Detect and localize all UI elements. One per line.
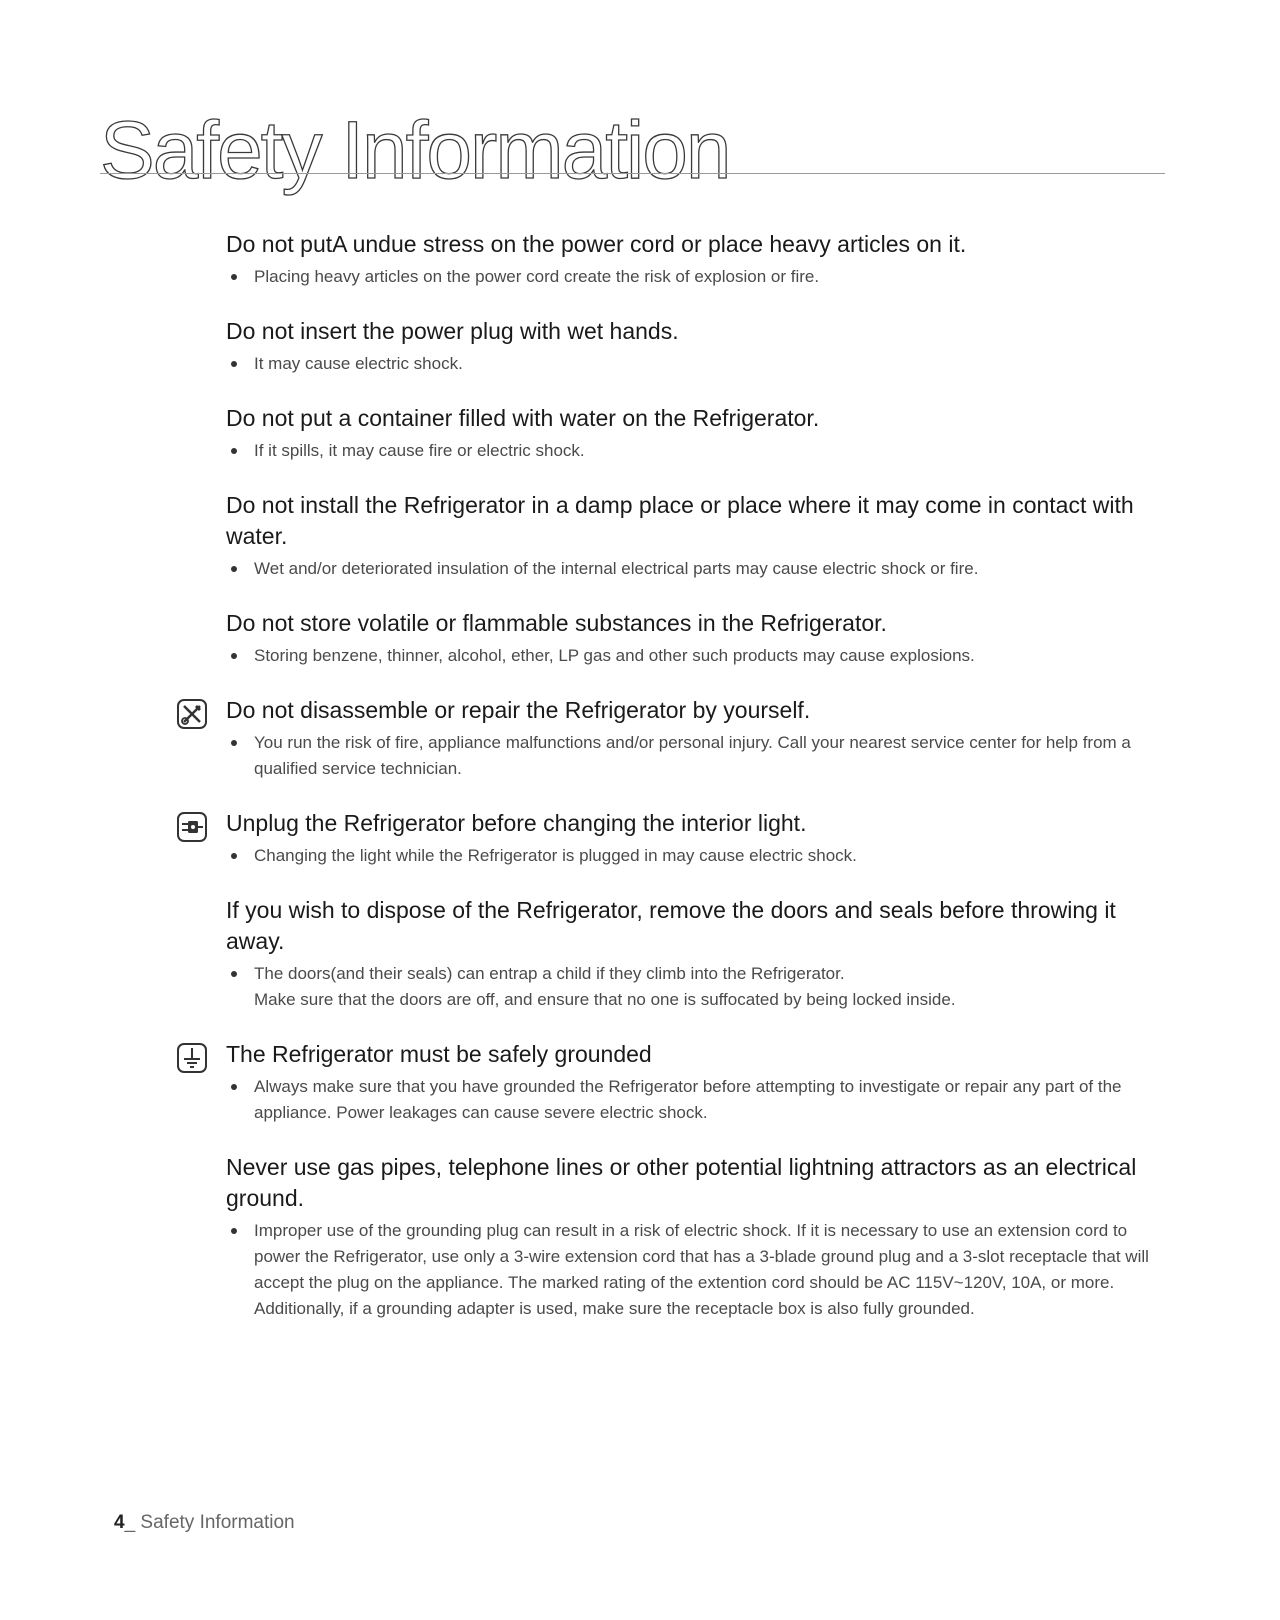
bullet-item: It may cause electric shock. — [226, 351, 1166, 377]
section-heading: Do not insert the power plug with wet hands. — [226, 318, 679, 344]
bullet-item: You run the risk of fire, appliance malfunctions and/or personal injury. Call your nearest service center for help from a qualified service technician. — [226, 730, 1166, 782]
section-heading: If you wish to dispose of the Refrigerator, remove the doors and seals before throwing it away. — [226, 897, 1116, 954]
bullet-line: Make sure that the doors are off, and ensure that no one is suffocated by being locked inside. — [254, 990, 956, 1009]
bullet-item: Changing the light while the Refrigerator is plugged in may cause electric shock. — [226, 843, 1166, 869]
bullet-list — [226, 264, 1166, 290]
section-heading: Do not store volatile or flammable substances in the Refrigerator. — [226, 610, 887, 636]
bullet-list — [226, 351, 1166, 377]
section-heading: Unplug the Refrigerator before changing the interior light. — [226, 810, 807, 836]
bullet-item: Storing benzene, thinner, alcohol, ether, LP gas and other such products may cause explosions. — [226, 643, 1166, 669]
bullet-item: Improper use of the grounding plug can result in a risk of electric shock. If it is necessary to use an extension cord to power the Refrigerator, use only a 3-wire extension cord that has a 3-blade ground plug and a 3-slot receptacle that will accept the plug on the appliance. The marked rating of the extention cord should be AC 115V~120V, 10A, or more. Additionally, if a grounding adapter is used, make sure the receptacle box is also fully grounded. — [226, 1218, 1166, 1322]
title-rule — [100, 173, 1165, 174]
bullet-list — [226, 961, 1166, 1013]
no-disassembly-icon — [176, 698, 208, 730]
section-heading: Do not disassemble or repair the Refrigerator by yourself. — [226, 697, 811, 723]
section-lightning-attractors — [226, 1152, 1166, 1322]
section-heading: Never use gas pipes, telephone lines or other potential lightning attractors as an electrical ground. — [226, 1154, 1137, 1211]
section-heading: Do not install the Refrigerator in a damp place or place where it may come in contact with water. — [226, 492, 1134, 549]
section-wet-hands — [226, 316, 1166, 377]
bullet-list — [226, 843, 1166, 869]
page-title: Safety Information — [100, 105, 730, 196]
page-number: 4 — [114, 1512, 125, 1533]
section-interior-light — [226, 808, 1166, 869]
section-disposal — [226, 895, 1166, 1013]
section-heading: The Refrigerator must be safely grounded — [226, 1041, 652, 1067]
bullet-item: Always make sure that you have grounded the Refrigerator before attempting to investigate or repair any part of the appliance. Power leakages can cause severe electric shock. — [226, 1074, 1166, 1126]
footer-label: Safety Information — [135, 1512, 295, 1533]
bullet-item — [226, 961, 1166, 1013]
bullet-list — [226, 1218, 1166, 1322]
footer-separator: _ — [124, 1512, 136, 1533]
bullet-line: The doors(and their seals) can entrap a child if they climb into the Refrigerator. — [254, 964, 845, 983]
section-heading: Do not putA undue stress on the power cord or place heavy articles on it. — [226, 231, 967, 257]
bullet-list — [226, 556, 1166, 582]
section-flammable — [226, 608, 1166, 669]
section-heading: Do not put a container filled with water on the Refrigerator. — [226, 405, 820, 431]
bullet-item: Wet and/or deteriorated insulation of the internal electrical parts may cause electric shock or fire. — [226, 556, 1166, 582]
bullet-item: If it spills, it may cause fire or electric shock. — [226, 438, 1166, 464]
bullet-item: Placing heavy articles on the power cord create the risk of explosion or fire. — [226, 264, 1166, 290]
bullet-list — [226, 1074, 1166, 1126]
unplug-icon — [176, 811, 208, 843]
section-power-cord-stress — [226, 229, 1166, 290]
ground-icon — [176, 1042, 208, 1074]
page-footer — [114, 1512, 295, 1534]
section-grounded — [226, 1039, 1166, 1126]
section-damp-place — [226, 490, 1166, 582]
content — [226, 229, 1166, 1348]
section-water-container — [226, 403, 1166, 464]
section-disassemble — [226, 695, 1166, 782]
bullet-list — [226, 730, 1166, 782]
bullet-list — [226, 438, 1166, 464]
bullet-list — [226, 643, 1166, 669]
